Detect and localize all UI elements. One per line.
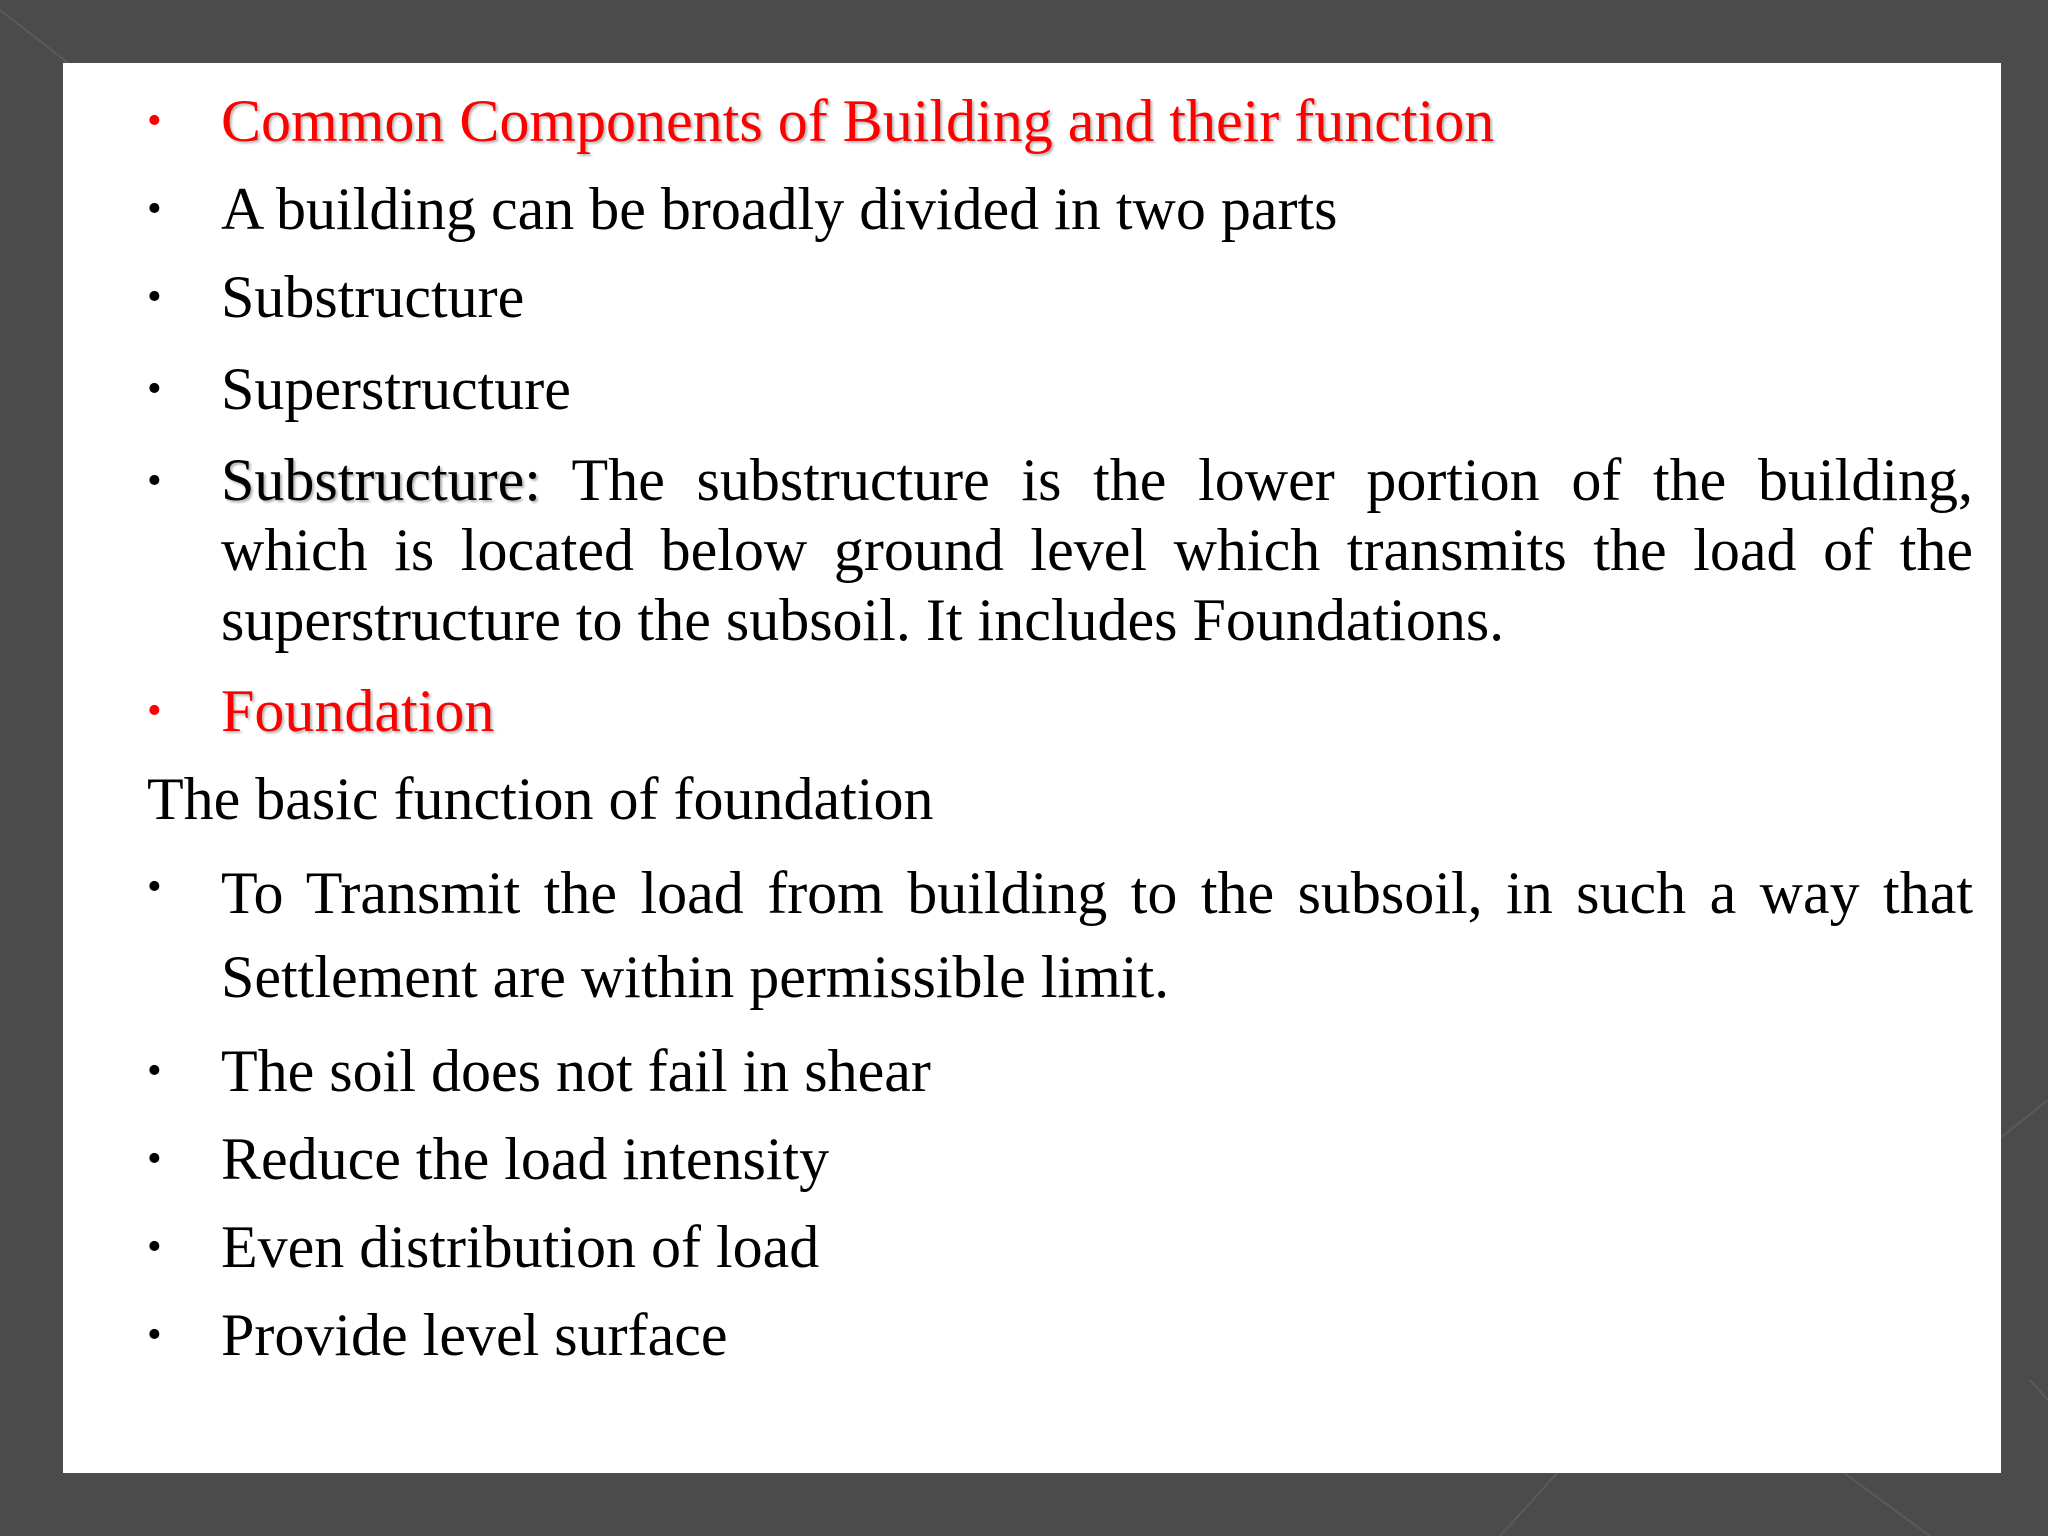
- list-item-text: Superstructure: [221, 356, 571, 422]
- bullet-icon: •: [147, 1136, 162, 1182]
- bullet-icon: •: [147, 864, 162, 910]
- heading-text: Foundation: [221, 678, 495, 744]
- function-item-transmit-load: [147, 851, 1973, 1019]
- bullet-icon: •: [147, 186, 162, 232]
- definition-term: Substructure:: [221, 447, 541, 513]
- list-item-text: Substructure: [221, 264, 525, 330]
- bullet-icon: •: [147, 274, 162, 320]
- function-item-even-distribution: [147, 1211, 1973, 1283]
- slide-content-panel: [63, 63, 2001, 1473]
- function-item-load-intensity: [147, 1123, 1973, 1195]
- list-item-superstructure: [147, 353, 1973, 425]
- bullet-icon: •: [147, 458, 162, 504]
- foundation-intro: The basic function of foundation: [147, 766, 934, 832]
- bullet-icon: •: [147, 688, 162, 734]
- function-text: Reduce the load intensity: [221, 1126, 830, 1192]
- function-item-shear: [147, 1035, 1973, 1107]
- function-item-level-surface: [147, 1299, 1973, 1371]
- list-item-text: A building can be broadly divided in two parts: [221, 176, 1338, 242]
- bullet-icon: •: [147, 98, 162, 144]
- function-text: To Transmit the load from building to the subsoil, in such a way that Settlement are within permissible limit.: [221, 860, 1973, 1010]
- list-item-building-parts: [147, 173, 1973, 245]
- function-text: The soil does not fail in shear: [221, 1038, 931, 1104]
- function-text: Even distribution of load: [221, 1214, 820, 1280]
- substructure-definition: [147, 445, 1973, 655]
- definition-text: The substructure is the lower portion of the building, which is located below ground level which transmits the load of the superstructure to the subsoil. It includes Foundations.: [221, 447, 1973, 653]
- heading-common-components: [147, 85, 1973, 157]
- bullet-icon: •: [147, 366, 162, 412]
- heading-text: Common Components of Building and their function: [221, 88, 1495, 154]
- function-text: Provide level surface: [221, 1302, 728, 1368]
- list-item-substructure: [147, 261, 1973, 333]
- bullet-icon: •: [147, 1224, 162, 1270]
- bullet-icon: •: [147, 1312, 162, 1358]
- heading-foundation: [147, 675, 1973, 747]
- bullet-icon: •: [147, 1048, 162, 1094]
